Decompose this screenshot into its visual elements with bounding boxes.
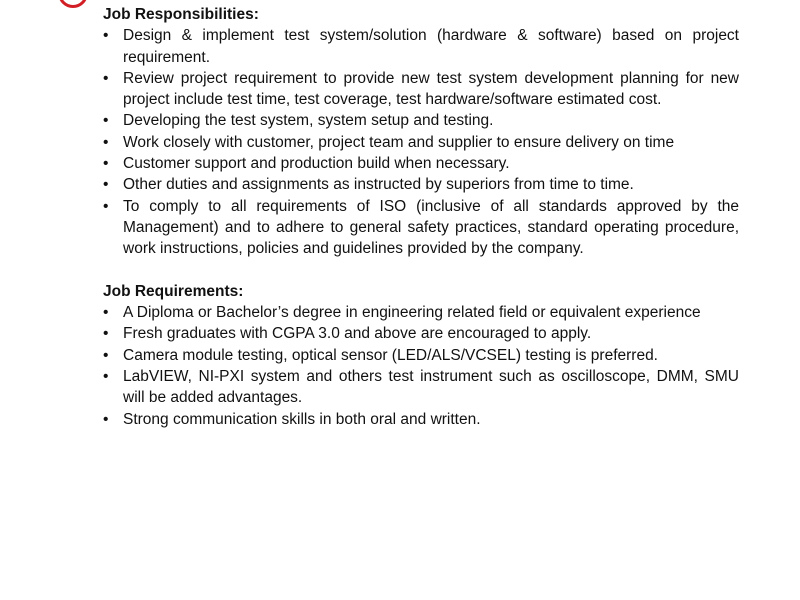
list-item-text: Fresh graduates with CGPA 3.0 and above are encouraged to apply. — [123, 325, 592, 343]
bullet-glyph: • — [103, 346, 109, 364]
job-description — [103, 4, 739, 430]
bullet-glyph: • — [103, 325, 109, 343]
list-item-text: Developing the test system, system setup and testing. — [123, 112, 494, 130]
bullet-glyph: • — [103, 27, 109, 45]
bullet-glyph: • — [103, 176, 109, 194]
list-item — [103, 345, 739, 366]
list-item-text: LabVIEW, NI-PXI system and others test instrument such as oscilloscope, DMM, SMU will be added advantages. — [123, 368, 739, 407]
bullet-glyph: • — [103, 368, 109, 386]
list-item-text: Work closely with customer, project team and supplier to ensure delivery on time — [123, 133, 675, 151]
list-item-text: Strong communication skills in both oral and written. — [123, 410, 481, 428]
list-item — [103, 174, 739, 195]
list-item — [103, 323, 739, 344]
list-item — [103, 302, 739, 323]
bullet-glyph: • — [103, 133, 109, 151]
requirements-section — [103, 281, 739, 430]
list-item — [103, 196, 739, 260]
requirements-list — [103, 302, 739, 430]
bullet-glyph: • — [103, 197, 109, 215]
company-logo — [58, 0, 88, 8]
list-item — [103, 25, 739, 68]
list-item-text: A Diploma or Bachelor’s degree in engineering related field or equivalent experience — [123, 304, 701, 322]
list-item — [103, 132, 739, 153]
list-item-text: Design & implement test system/solution (hardware & software) based on project requirement. — [123, 27, 739, 66]
list-item-text: Camera module testing, optical sensor (LED/ALS/VCSEL) testing is preferred. — [123, 346, 658, 364]
list-item-text: Customer support and production build when necessary. — [123, 155, 510, 173]
bullet-glyph: • — [103, 155, 109, 173]
list-item — [103, 409, 739, 430]
list-item — [103, 68, 739, 111]
requirements-heading: Job Requirements: — [103, 282, 244, 300]
responsibilities-list — [103, 25, 739, 259]
list-item-text: To comply to all requirements of ISO (inclusive of all standards approved by the Management) and to adhere to general safety practices, standard operating procedure, work instructions, policies and guidelines provided by the company. — [123, 197, 739, 258]
responsibilities-section — [103, 4, 739, 260]
list-item — [103, 366, 739, 409]
list-item-text: Review project requirement to provide new test system development planning for new project include test time, test coverage, test hardware/software estimated cost. — [123, 69, 739, 109]
list-item — [103, 110, 739, 131]
list-item — [103, 153, 739, 174]
bullet-glyph: • — [103, 410, 109, 428]
responsibilities-heading: Job Responsibilities: — [103, 6, 259, 23]
bullet-glyph: • — [103, 69, 109, 87]
bullet-glyph: • — [103, 304, 109, 322]
section-spacer — [103, 260, 739, 281]
bullet-glyph: • — [103, 112, 109, 130]
list-item-text: Other duties and assignments as instructed by superiors from time to time. — [123, 176, 634, 194]
